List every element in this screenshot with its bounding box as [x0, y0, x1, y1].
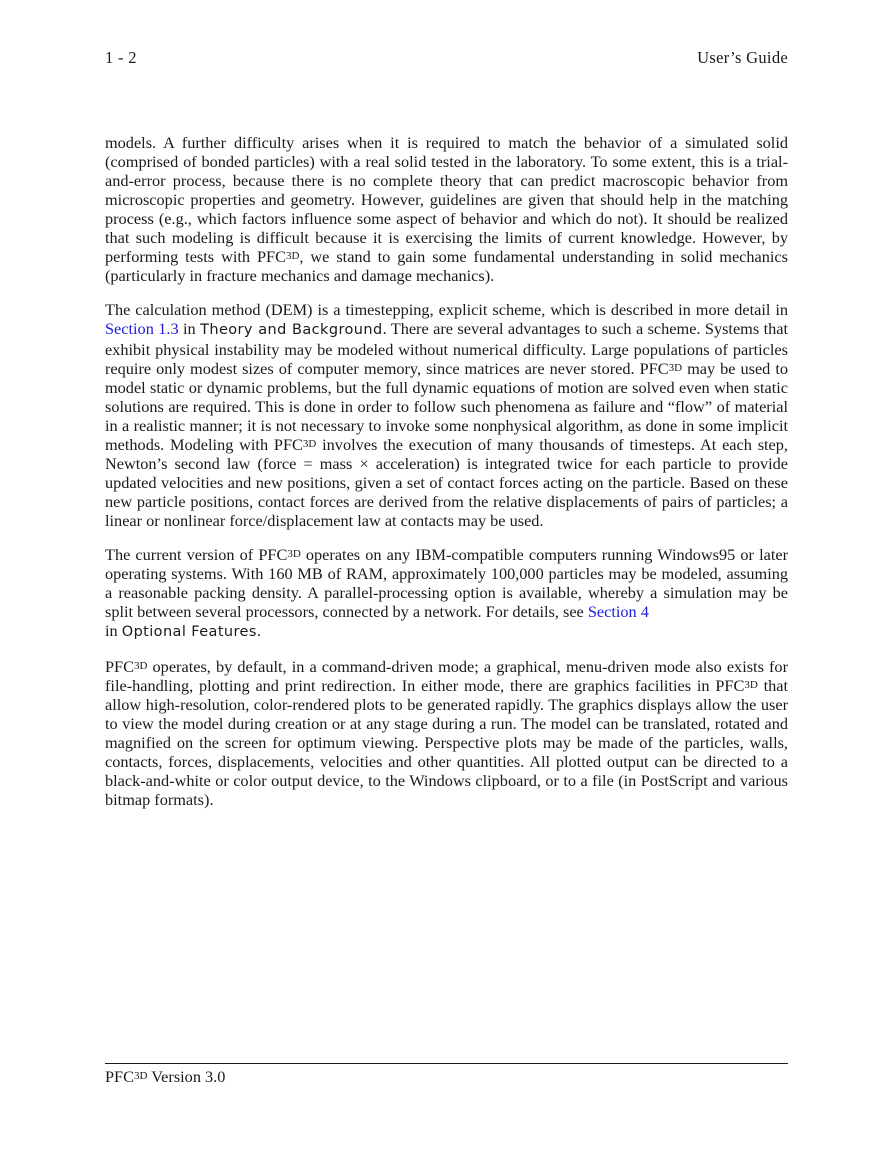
optional-features-ref: Optional Features [121, 624, 257, 640]
paragraph-current-version: The current version of $PFC^{3D}$ operates on any IBM-compatible computers running Windows95 or later operating systems. With 160 MB of RAM, approximately 100,000 particles may be modeled, assuming a reasonable packing density. A parallel-processing option is available, whereby a simulation may be split between several processors, connected by a network. For details, see Section 4 in Optional Features. [105, 545, 788, 640]
product-name: $PFC^{3D}$ [105, 1067, 148, 1086]
product-name: $PFC^{3D}$ [639, 359, 683, 378]
paragraph-graphics: $PFC^{3D}$ operates, by default, in a command-driven mode; a graphical, menu-driven mode also exists for file-handling, plotting and print redirection. In either mode, there are graphics facilities in $PFC^{3D}$ that allow high-resolution, color-rendered plots to be generated rapidly. The graphics displays allow the user to view the model during creation or at any stage during a run. The model can be translated, rotated and magnified on the screen for optimum viewing. Perspective plots may be made of the particles, walls, contacts, forces, displacements, velocities and other quantities. All plotted output can be directed to a black-and-white or color output device, to the Windows clipboard, or to a file (in PostScript and various bitmap formats). [105, 657, 789, 809]
document-body [105, 133, 788, 824]
section-4-link[interactable]: Section 4 [587, 602, 649, 621]
product-name: $PFC^{3D}$ [256, 247, 300, 266]
version-text: Version 3.0 [147, 1067, 226, 1086]
product-name: $PFC^{3D}$ [715, 676, 758, 695]
theory-background-ref: Theory and Background [200, 322, 383, 338]
product-name: $PFC^{3D}$ [105, 657, 148, 676]
page-number: 1 - 2 [105, 48, 137, 67]
product-name: $PFC^{3D}$ [273, 435, 317, 454]
page-footer [105, 1067, 225, 1087]
page-header [105, 48, 788, 70]
section-1-3-link[interactable]: Section 1.3 [105, 319, 179, 338]
product-name: $PFC^{3D}$ [258, 545, 301, 564]
guide-title: User’s Guide [697, 48, 788, 67]
paragraph-modeling-limits: models. A further difficulty arises when it is required to match the behavior of a simulated solid (comprised of bonded particles) with a real solid tested in the laboratory. To some extent, this is a trial-and-error process, because there is no complete theory that can predict macroscopic behavior from microscopic properties and geometry. However, guidelines are given that should help in the matching process (e.g., which factors influence some aspect of behavior and which do not). It should be realized that such modeling is difficult because it is exercising the limits of current knowledge. However, by performing tests with $PFC^{3D}$, we stand to gain some fundamental understanding in solid mechanics (particularly in fracture mechanics and damage mechanics). [105, 133, 788, 285]
paragraph-calculation-method: The calculation method (DEM) is a timestepping, explicit scheme, which is described in more detail in Section 1.3 in Theory and Background. There are several advantages to such a scheme. Systems that exhibit physical instability may be modeled without numerical difficulty. Large populations of particles require only modest sizes of computer memory, since matrices are never stored. $PFC^{3D}$ may be used to model static or dynamic problems, but the full dynamic equations of motion are solved even when static solutions are required. This is done in order to follow such phenomena as failure and “flow” of material in a realistic manner; it is not necessary to invoke some nonphysical algorithm, as done in some implicit methods. Modeling with $PFC^{3D}$ involves the execution of many thousands of timesteps. At each step, Newton’s second law (force = mass × acceleration) is integrated twice for each particle to provide updated velocities and new positions, given a set of contact forces acting on the particle. Based on these new particle positions, contact forces are derived from the relative displacements of pairs of particles; a linear or nonlinear force/displacement law at contacts may be used. [105, 300, 788, 530]
footer-divider [105, 1063, 788, 1064]
